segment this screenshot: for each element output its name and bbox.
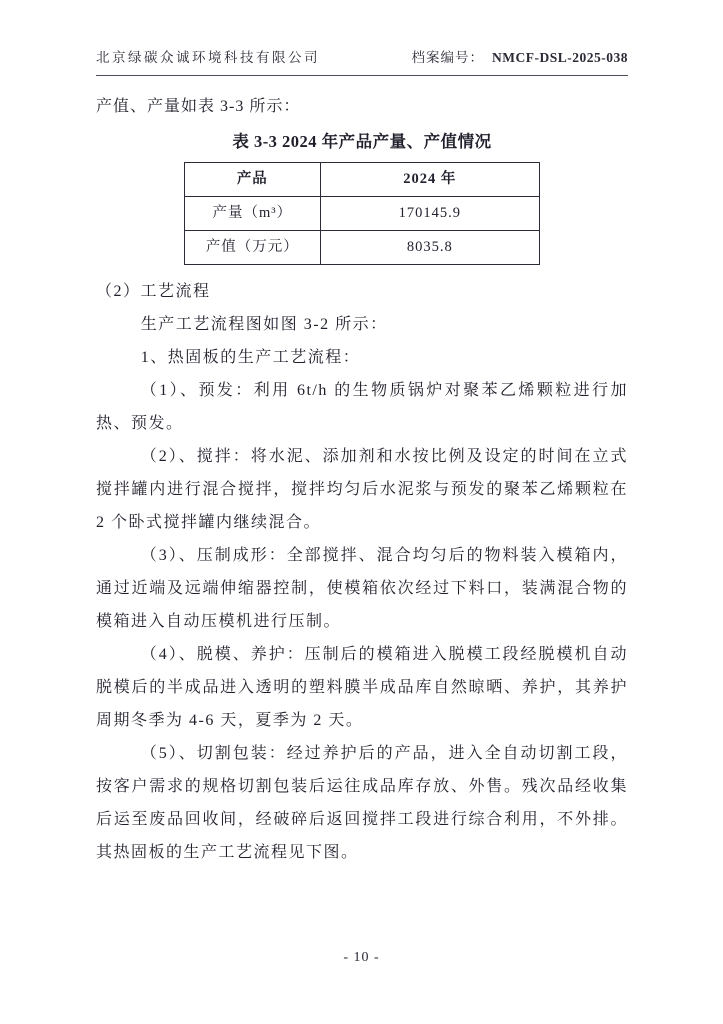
row-value-output: 170145.9 [320,197,539,231]
process-step-4: （4）、脱模、养护：压制后的模箱进入脱模工段经脱模机自动脱模后的半成品进入透明的塑料膜半成品库自然晾晒、养护，其养护周期冬季为 4-6 天，夏季为 2 天。 [96,646,628,729]
page-body [96,90,628,869]
table-header-row [185,163,540,197]
process-step-1: （1）、预发：利用 6t/h 的生物质锅炉对聚苯乙烯颗粒进行加热、预发。 [96,382,628,432]
process-flow-intro: 生产工艺流程图如图 3-2 所示： [140,316,388,333]
archive-number: NMCF-DSL-2025-038 [492,50,628,65]
process-step-5: （5）、切割包装：经过养护后的产品，进入全自动切割工段，按客户需求的规格切割包装后运往成品库存放、外售。残次品经收集后运至废品回收间，经破碎后返回搅拌工段进行综合利用，不外排。其热固板的生产工艺流程见下图。 [96,745,628,861]
row-label-value: 产值（万元） [185,231,321,265]
archive-number-field [412,46,629,66]
intro-text: 产值、产量如表 3-3 所示： [96,98,301,115]
section-heading-process: （2）工艺流程 [96,283,211,300]
col-header-product: 产品 [185,163,321,197]
process-sub-heading: 1、热固板的生产工艺流程： [140,349,361,366]
col-header-year: 2024 年 [320,163,539,197]
archive-label: 档案编号： [411,50,484,65]
page-header [96,46,628,76]
row-value-value: 8035.8 [320,231,539,265]
page-number: - 10 - [343,950,380,965]
row-label-output: 产量（m³） [185,197,321,231]
product-output-table [184,162,540,265]
company-name: 北京绿碳众诚环境科技有限公司 [96,50,320,65]
process-step-2: （2）、搅拌：将水泥、添加剂和水按比例及设定的时间在立式搅拌罐内进行混合搅拌，搅拌均匀后水泥浆与预发的聚苯乙烯颗粒在 2 个卧式搅拌罐内继续混合。 [96,448,628,531]
table-row [185,197,540,231]
process-step-3: （3）、压制成形：全部搅拌、混合均匀后的物料装入模箱内，通过近端及远端伸缩器控制，使模箱依次经过下料口，装满混合物的模箱进入自动压模机进行压制。 [96,547,628,630]
table-row [185,231,540,265]
table-title: 表 3-3 2024 年产品产量、产值情况 [232,132,492,151]
